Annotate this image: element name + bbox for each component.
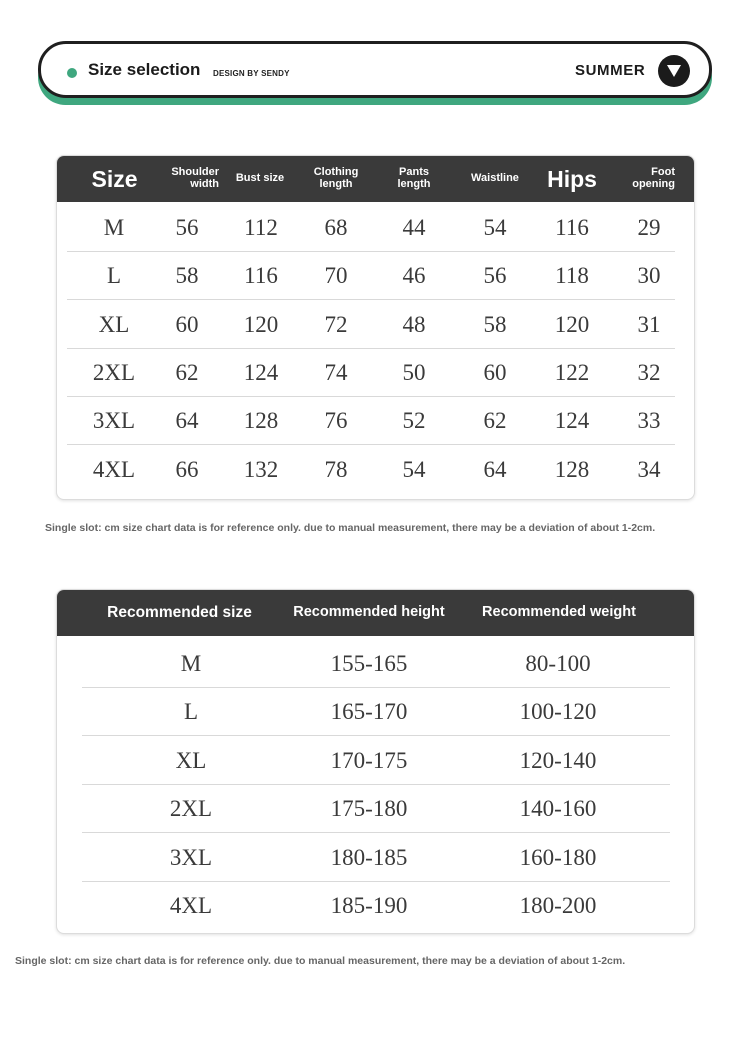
table-cell: 56 [483, 263, 507, 289]
recommend-table [56, 589, 695, 934]
table-cell: 122 [554, 359, 590, 385]
table-cell: 160-180 [519, 844, 597, 870]
table-row [57, 252, 694, 300]
table-cell: 58 [483, 311, 507, 337]
table-row [57, 446, 694, 494]
table-cell: 50 [402, 359, 426, 385]
table-cell: 34 [637, 456, 661, 482]
table-cell: 4XL [169, 893, 213, 918]
table-cell: 46 [402, 263, 426, 289]
table-cell: 155-165 [330, 651, 408, 676]
table-cell: 124 [243, 359, 279, 385]
table-cell: 74 [324, 359, 348, 385]
table-cell: 100-120 [519, 699, 597, 725]
table-cell: 116 [244, 263, 278, 289]
table-cell: 120-140 [519, 747, 597, 773]
green-dot-icon [67, 68, 77, 78]
table-cell: 62 [483, 408, 507, 434]
table-cell: 180-200 [519, 893, 597, 918]
table-cell: 68 [324, 215, 348, 240]
table-cell: 54 [483, 215, 507, 240]
table-cell: 185-190 [330, 893, 408, 918]
table-cell: 32 [637, 359, 661, 385]
table-cell: XL [175, 747, 207, 773]
table-cell: 60 [483, 359, 507, 385]
table-cell: 3XL [169, 844, 213, 870]
table-cell: 30 [637, 263, 661, 289]
table-cell: L [183, 699, 199, 725]
page-title: Size selection [88, 60, 201, 79]
table-cell: L [106, 263, 122, 289]
table-cell: XL [98, 311, 130, 337]
table-cell: 56 [175, 215, 199, 240]
table-cell: 170-175 [330, 747, 408, 773]
size-chart-table [56, 155, 695, 500]
table-cell: 116 [555, 215, 589, 240]
table-cell: 165-170 [330, 699, 408, 725]
table-cell: 112 [244, 215, 278, 240]
size-chart-note: Single slot: cm size chart data is for reference only. due to manual measurement, there may be a deviation of about 1-2cm. [45, 522, 656, 534]
table-row [57, 640, 694, 688]
recommend-note: Single slot: cm size chart data is for reference only. due to manual measurement, there may be a deviation of about 1-2cm. [15, 955, 626, 967]
table-cell: 120 [554, 311, 590, 337]
col-header-shoulder-width: Shoulder width [171, 166, 219, 190]
col-header-pants-length: Pants length [397, 166, 431, 190]
table-cell: 72 [324, 311, 348, 337]
table-cell: 120 [243, 311, 279, 337]
table-cell: 31 [637, 311, 661, 337]
table-cell: 128 [243, 408, 279, 434]
table-row [57, 834, 694, 882]
table-row [57, 882, 694, 930]
table-row [57, 688, 694, 736]
col-header-hips: Hips [547, 165, 597, 192]
table-cell: M [103, 215, 125, 240]
table-cell: 66 [175, 456, 199, 482]
col-header-waistline: Waistline [471, 172, 519, 185]
table-cell: 54 [402, 456, 426, 482]
table-row [57, 204, 694, 252]
design-credit: DESIGN BY SENDY [213, 69, 290, 78]
table-cell: 48 [402, 311, 426, 337]
table-cell: 4XL [92, 456, 136, 482]
table-cell: 70 [324, 263, 348, 289]
table-cell: 128 [554, 456, 590, 482]
table-cell: 2XL [169, 796, 213, 822]
recommend-header-row [57, 590, 694, 636]
table-cell: 29 [637, 215, 661, 240]
table-cell: 175-180 [330, 796, 408, 822]
table-cell: 76 [324, 408, 348, 434]
table-cell: 60 [175, 311, 199, 337]
table-cell: 124 [554, 408, 590, 434]
table-row [57, 737, 694, 785]
table-row [57, 785, 694, 833]
table-cell: 180-185 [330, 844, 408, 870]
size-chart-header-row [57, 156, 694, 202]
table-cell: 33 [637, 408, 661, 434]
header-pill [38, 41, 712, 98]
col-header-foot-opening: Foot opening [632, 166, 675, 190]
table-cell: 58 [175, 263, 199, 289]
table-cell: 52 [402, 408, 426, 434]
table-cell: 62 [175, 359, 199, 385]
table-cell: 44 [402, 215, 426, 240]
col-header-bust-size: Bust size [235, 172, 285, 185]
table-row [57, 301, 694, 349]
col-header-size: Size [91, 165, 138, 192]
table-cell: 140-160 [519, 796, 597, 822]
col-header-recommended-size: Recommended size [107, 603, 252, 621]
table-cell: 78 [324, 456, 348, 482]
col-header-recommended-weight: Recommended weight [482, 604, 636, 621]
col-header-clothing-length: Clothing length [313, 166, 359, 190]
dropdown-button[interactable] [658, 55, 690, 87]
table-cell: 132 [243, 456, 279, 482]
table-cell: 64 [175, 408, 199, 434]
table-cell: 118 [555, 263, 589, 289]
col-header-recommended-height: Recommended height [293, 604, 445, 621]
table-cell: M [180, 651, 202, 676]
triangle-down-icon [667, 65, 681, 77]
table-cell: 3XL [92, 408, 136, 434]
table-row [57, 349, 694, 397]
table-cell: 2XL [92, 359, 136, 385]
table-row [57, 397, 694, 445]
table-cell: 80-100 [525, 651, 591, 676]
table-cell: 64 [483, 456, 507, 482]
season-label: SUMMER [575, 62, 646, 79]
